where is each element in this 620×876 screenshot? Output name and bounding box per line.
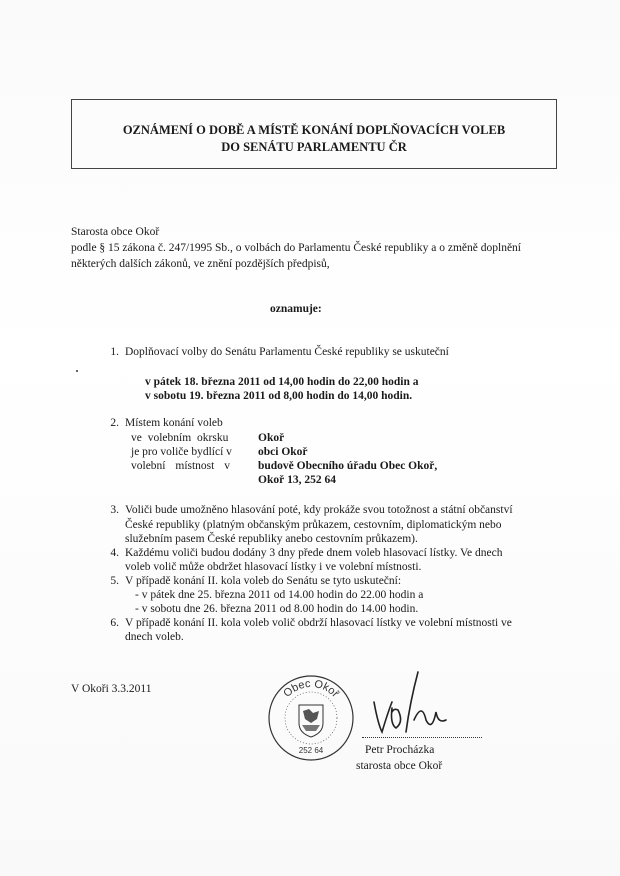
item-6-number: 6.	[110, 617, 119, 629]
title-line-2: DO SENÁTU PARLAMENTU ČR	[221, 140, 407, 154]
item-4-number: 4.	[110, 547, 119, 559]
item-3-line-1: Voliči bude umožněno hlasování poté, kdy prokáže svou totožnost a státní občanství	[125, 504, 513, 516]
signer-role: starosta obce Okoř	[356, 760, 443, 772]
item-3-line-3: služebním pasem České republiky anebo cestovním průkazem).	[125, 533, 418, 545]
stamp-top-text: Obec Okoř	[281, 677, 341, 700]
item-2-label-1: ve volebním okrsku	[131, 432, 229, 444]
item-1-number: 1.	[110, 346, 119, 358]
item-5-line-1: V případě konání II. kola voleb do Senátu se tyto uskuteční:	[125, 575, 402, 587]
signer-name: Petr Procházka	[365, 744, 435, 756]
item-2-value-4: Okoř 13, 252 64	[258, 474, 336, 486]
item-3-number: 3.	[110, 504, 119, 516]
place-date: V Okoři 3.3.2011	[71, 683, 152, 695]
title-line-1: OZNÁMENÍ O DOBĚ A MÍSTĚ KONÁNÍ DOPLŇOVACÍCH VOLEB	[122, 123, 506, 137]
item-1-date-2: v sobotu 19. března 2011 od 8,00 hodin do 14,00 hodin.	[145, 390, 413, 402]
item-2-value-2: obci Okoř	[258, 446, 308, 458]
stamp-bottom-text: 252 64	[298, 746, 324, 755]
item-2-text: Místem konání voleb	[125, 417, 223, 429]
item-4-line-2: voleb volič může obdržet hlasovací lístky i ve volební místnosti.	[125, 561, 422, 573]
item-1-text: Doplňovací volby do Senátu Parlamentu České republiky se uskuteční	[125, 346, 449, 358]
item-2-label-2: je pro voliče bydlící v	[131, 446, 232, 458]
item-1-date-1: v pátek 18. března 2011 od 14,00 hodin do 22,00 hodin a	[145, 376, 419, 388]
item-3-line-2: České republiky (platným občanským průkazem, cestovním, diplomatickým nebo	[125, 519, 502, 531]
item-4-line-1: Každému voliči budou dodány 3 dny přede dnem voleb hlasovací lístky. Ve dnech	[125, 547, 503, 559]
announces-heading: oznamuje:	[270, 303, 322, 315]
item-2-label-3: volební místnost v	[131, 460, 230, 472]
title-box	[71, 99, 557, 169]
item-5-line-2: - v pátek dne 25. března 2011 od 14.00 hodin do 22.00 hodin a	[135, 589, 424, 601]
signature-line	[362, 737, 482, 738]
item-5-line-3: - v sobotu dne 26. března 2011 od 8.00 hodin do 14.00 hodin.	[135, 603, 419, 615]
coat-of-arms-icon	[299, 705, 323, 737]
intro-line-2: podle § 15 zákona č. 247/1995 Sb., o volbách do Parlamentu České republiky a o změně doplnění	[71, 242, 521, 254]
intro-line-1: Starosta obce Okoř	[71, 226, 160, 238]
item-5-number: 5.	[110, 575, 119, 587]
item-2-value-3: budově Obecního úřadu Obec Okoř,	[258, 460, 438, 472]
intro-line-3: některých dalších zákonů, ve znění pozdějších předpisů,	[71, 258, 330, 270]
item-6-line-1: V případě konání II. kola voleb volič obdrží hlasovací lístky ve volební místnosti ve	[125, 617, 512, 629]
item-2-number: 2.	[110, 417, 119, 429]
official-stamp	[266, 673, 356, 763]
handwritten-signature	[366, 662, 466, 736]
scan-dot	[76, 370, 78, 372]
item-6-line-2: dnech voleb.	[125, 631, 184, 643]
item-2-value-1: Okoř	[258, 432, 285, 444]
